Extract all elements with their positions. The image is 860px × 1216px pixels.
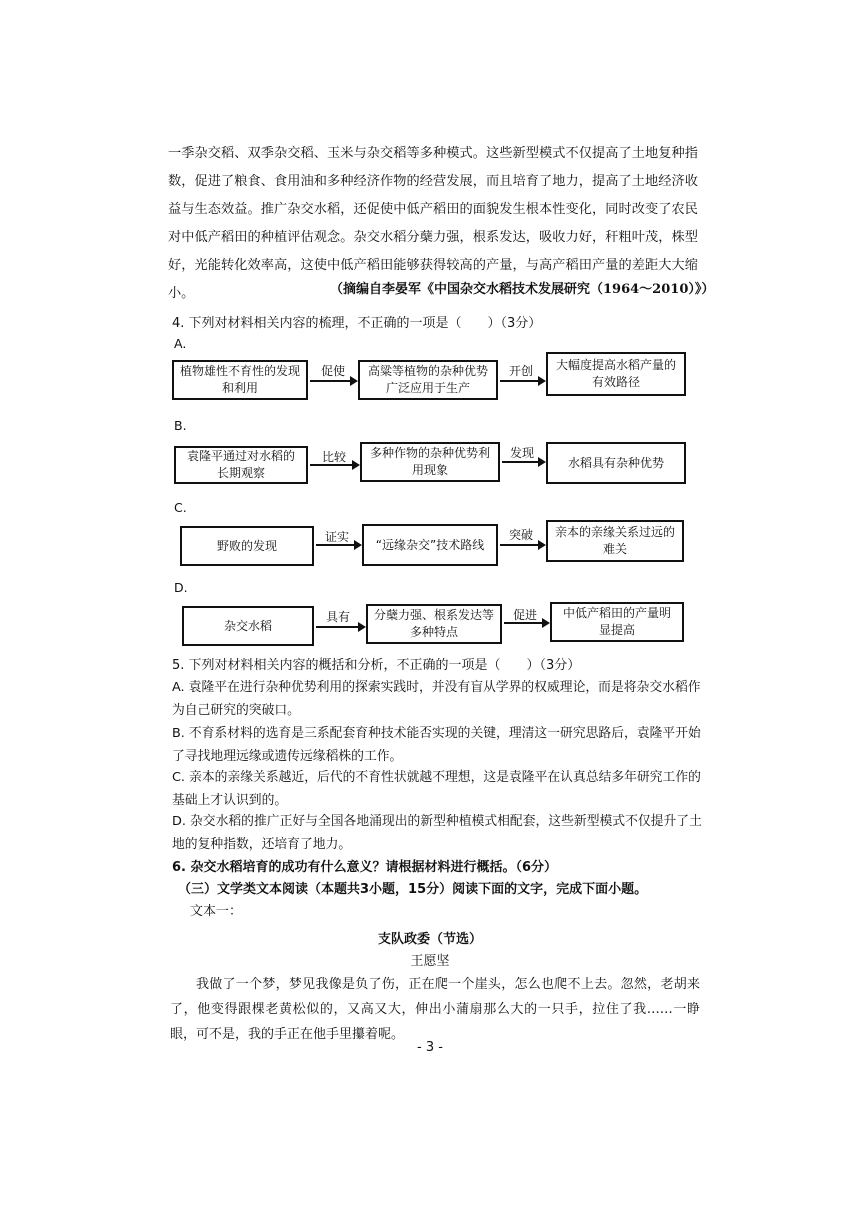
source-citation: （摘编自李晏军《中国杂交水稻技术发展研究（1964～2010）》） bbox=[330, 282, 715, 297]
option-c-box-1: 野败的发现 bbox=[180, 526, 314, 566]
option-c-box-3: 亲本的亲缘关系过远的难关 bbox=[546, 520, 684, 562]
option-a-arrow-1 bbox=[310, 380, 356, 382]
option-a-arrow-2 bbox=[500, 380, 544, 382]
option-c-box-2: “远缘杂交”技术路线 bbox=[362, 524, 498, 566]
option-a-box-3: 大幅度提高水稻产量的有效路径 bbox=[546, 352, 686, 396]
section-3-heading: （三）文学类文本阅读（本题共3小题，15分）阅读下面的文字，完成下面小题。 bbox=[178, 882, 648, 897]
question-5-stem: 5. 下列对材料相关内容的概括和分析，不正确的一项是（ ）（3分） bbox=[172, 658, 581, 673]
story-title: 支队政委（节选） bbox=[377, 932, 482, 947]
option-c-arrow-2-label: 突破 bbox=[508, 528, 534, 542]
option-b-arrow-1-label: 比较 bbox=[321, 450, 347, 464]
option-b-box-2: 多种作物的杂种优势利用现象 bbox=[360, 442, 500, 482]
question-5-option-d: D. 杂交水稻的推广正好与全国各地涌现出的新型种植模式相配套，这些新型模式不仅提升了土地的复种指数，还培育了地力。 bbox=[172, 814, 702, 852]
option-d-arrow-2-label: 促进 bbox=[512, 608, 538, 622]
option-d-letter: D. bbox=[174, 580, 188, 595]
option-c-letter: C. bbox=[174, 500, 187, 515]
option-d-box-3: 中低产稻田的产量明显提高 bbox=[550, 602, 684, 642]
option-d-arrow-1 bbox=[316, 626, 364, 628]
option-a-arrow-1-label: 促使 bbox=[320, 364, 346, 378]
question-5-option-c: C. 亲本的亲缘关系越近，后代的不育性状就越不理想，这是袁隆平在认真总结多年研究工作的基础上才认识到的。 bbox=[172, 770, 701, 808]
option-b-arrow-2-label: 发现 bbox=[509, 446, 535, 460]
option-c-arrow-1-label: 证实 bbox=[324, 530, 350, 544]
page-number: - 3 - bbox=[417, 1040, 443, 1055]
option-d-box-1: 杂交水稻 bbox=[182, 606, 314, 646]
intro-paragraph: 一季杂交稻、双季杂交稻、玉米与杂交稻等多种模式。这些新型模式不仅提高了土地复种指数，促进了粮食、食用油和多种经济作物的经营发展，而且培育了地力，提高了土地经济收益与生态效益。推广杂交水稻，还促使中低产稻田的面貌发生根本性变化，同时改变了农民对中低产稻田的种植评估观念。杂交水稻分蘖力强，根系发达，吸收力好，秆粗叶茂，株型好，光能转化效率高，这使中低产稻田能够获得较高的产量，与高产稻田产量的差距大大缩小。 bbox=[168, 146, 698, 301]
option-d-box-2: 分蘖力强、根系发达等多种特点 bbox=[366, 604, 502, 644]
option-b-box-3: 水稻具有杂种优势 bbox=[546, 442, 686, 484]
text-one-label: 文本一： bbox=[190, 904, 243, 919]
option-c-arrow-2 bbox=[500, 544, 544, 546]
question-5-option-a: A. 袁隆平在进行杂种优势利用的探索实践时，并没有盲从学界的权威理论，而是将杂交水稻作为自己研究的突破口。 bbox=[172, 680, 701, 718]
option-a-arrow-2-label: 开创 bbox=[508, 364, 534, 378]
option-a-box-1: 植物雄性不育性的发现和利用 bbox=[172, 360, 308, 400]
option-a-letter: A. bbox=[174, 336, 187, 351]
option-a-box-2: 高粱等植物的杂种优势广泛应用于生产 bbox=[358, 360, 498, 400]
option-b-box-1: 袁隆平通过对水稻的长期观察 bbox=[174, 446, 308, 484]
question-6: 6. 杂交水稻培育的成功有什么意义？请根据材料进行概括。（6分） bbox=[172, 860, 558, 875]
question-5-option-b: B. 不育系材料的选育是三系配套育种技术能否实现的关键，理清这一研究思路后，袁隆平开始了寻找地理远缘或遗传远缘稻株的工作。 bbox=[172, 726, 701, 764]
story-author: 王愿坚 bbox=[410, 954, 450, 969]
question-4-stem: 4. 下列对材料相关内容的梳理，不正确的一项是（ ）（3分） bbox=[172, 316, 542, 331]
option-d-arrow-1-label: 具有 bbox=[325, 610, 351, 624]
story-paragraph: 我做了一个梦，梦见我像是负了伤，正在爬一个崖头，怎么也爬不上去。忽然，老胡来了，他变得跟棵老黄松似的，又高又大，伸出小蒲扇那么大的一只手，拉住了我……一睁眼，可不是，我的手正在他手里攥着呢。 bbox=[170, 977, 700, 1042]
option-b-letter: B. bbox=[174, 418, 187, 433]
option-b-arrow-2 bbox=[502, 461, 544, 463]
